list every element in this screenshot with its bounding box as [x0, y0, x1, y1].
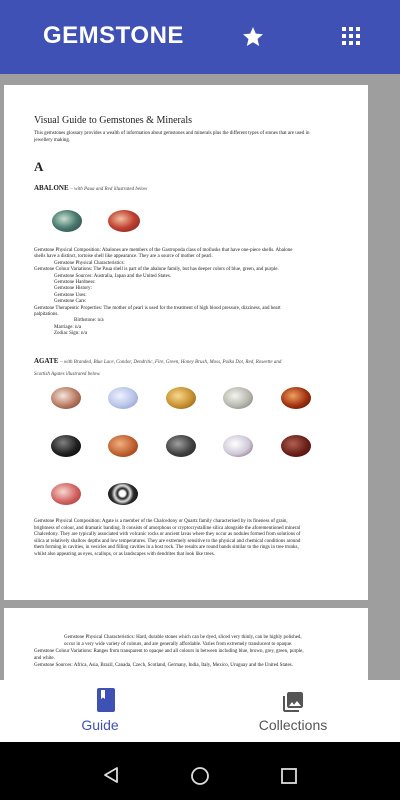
- agate-banded-image: [51, 387, 81, 409]
- star-icon[interactable]: [241, 25, 265, 49]
- agate-scottish-image: [108, 483, 138, 505]
- abalone-line: Gemstone Physical Composition: Abalones are members of the Gastropoda class of mollusks that have one-piece shells. Abalone shells have a distinct, tortoise shell like appearance. They are a source of mother of pearl.: [34, 248, 293, 260]
- document-page: [4, 85, 368, 600]
- abalone-line: Gemstone Care:: [54, 299, 87, 305]
- app-bar: [0, 0, 400, 74]
- abalone-red-image: [108, 210, 140, 232]
- abalone-line: Gemstone Uses:: [54, 292, 87, 298]
- abalone-line: Gemstone Hardness:: [54, 280, 96, 286]
- nav-collections[interactable]: [193, 680, 393, 742]
- page2-text: [34, 634, 309, 669]
- agate-honey-image: [108, 435, 138, 457]
- document-page: [4, 608, 368, 680]
- agate-heading: [34, 356, 294, 380]
- agate-fire-image: [281, 387, 311, 409]
- abalone-line: Gemstone Physical Characteristics:: [54, 260, 125, 266]
- page2-line: Gemstone Sources: Africa, Asia, Brazil, Canada, Czech, Scotland, Germany, India, Italy, Mexico, Uruguay and the United States.: [34, 663, 293, 668]
- agate-condor-image: [166, 387, 196, 409]
- system-navigation-bar: [0, 742, 400, 800]
- agate-note: – with Branded, Blue Lace, Condor, Dendritic, Fire, Green, Honey Brush, Moss, Polka Dot, Red, Roseette and Scottish Agates illustrated below.: [34, 360, 282, 377]
- abalone-line: Zodiac Sign: n/a: [54, 331, 88, 337]
- abalone-description: [34, 248, 304, 338]
- abalone-heading: [34, 184, 147, 192]
- abalone-line: Marriage: n/a: [54, 324, 82, 330]
- agate-polka-dot-image: [223, 435, 253, 457]
- agate-rosette-image: [51, 483, 81, 505]
- nav-collections-label: Collections: [258, 717, 328, 733]
- bottom-navigation: [0, 680, 400, 742]
- book-icon: [95, 688, 117, 712]
- abalone-line: Gemstone Therapeutic Properties: The mother of pearl is used for the treatment of high blood pressure, dizziness, and heart palpitations.: [34, 305, 281, 318]
- abalone-line: Gemstone Sources: Australia, Japan and the United States.: [54, 273, 172, 279]
- recents-icon[interactable]: [280, 767, 298, 785]
- page2-line: Gemstone Physical Characteristics: Hard, durable stones which can be dyed, sliced very thinly, can be highly polished, occur in a very wide variety of colours, and are generally affordable. Varies from extremely translucent to opaque.: [64, 635, 302, 647]
- agate-red-image: [281, 435, 311, 457]
- agate-dendritic-image: [223, 387, 253, 409]
- nav-guide-label: Guide: [81, 717, 119, 733]
- page2-line: Gemstone Colour Variations: Ranges from transparent to opaque and all colours in between including blue, brown, grey, green, purple, and white.: [34, 649, 304, 661]
- agate-green-image: [51, 435, 81, 457]
- photo-library-icon: [281, 690, 305, 714]
- agate-blue-lace-image: [108, 387, 138, 409]
- abalone-paua-image: [52, 210, 82, 232]
- abalone-note: – with Paua and Red illustrated below: [70, 187, 148, 192]
- home-icon[interactable]: [190, 766, 210, 786]
- agate-moss-image: [166, 435, 196, 457]
- abalone-line: Birthstone: n/a: [74, 318, 104, 324]
- grid-icon[interactable]: [341, 26, 361, 46]
- app-title: GEMSTONE: [43, 22, 184, 49]
- document-title: Visual Guide to Gemstones & Minerals: [34, 115, 192, 126]
- document-intro: This gemstones glossary provides a wealth of information about gemstones and minerals plus the different types of stones that are used in jewellery making.: [34, 131, 310, 143]
- nav-guide[interactable]: [0, 680, 200, 742]
- abalone-line: Gemstone Colour Variations: The Paua shell is part of the abalone family, but has deeper colors of blue, green, and purple.: [34, 267, 279, 273]
- abalone-line: Gemstone History:: [54, 286, 92, 292]
- section-letter: A: [34, 159, 44, 174]
- back-icon[interactable]: [102, 766, 120, 784]
- agate-description: Gemstone Physical Composition: Agate is a member of the Chalcedony or Quartz family characterised by its fineness of grain, brightness of colour, and dramatic banding. It consists of amorphous or cryptocrystalline silica alongside the aforementioned mineral Chalcedony. They are typically associated with volcanic rocks or ancient lavas where they occur as nodules formed from solutions of silica at relatively shallow depths and low temperatures. They are extremely sensitive to the physical and chemical conditions around them forming in cavities, in vesicles and filling cavities in a host rock. The results are round bands similar to the rings in tree trunks, whilst also appearing as eyes, scallops, or as landscapes with dendrites that look like trees.: [34, 519, 301, 557]
- abalone-name: ABALONE: [34, 184, 69, 192]
- document-viewer[interactable]: [0, 74, 400, 680]
- agate-name: AGATE: [34, 357, 59, 365]
